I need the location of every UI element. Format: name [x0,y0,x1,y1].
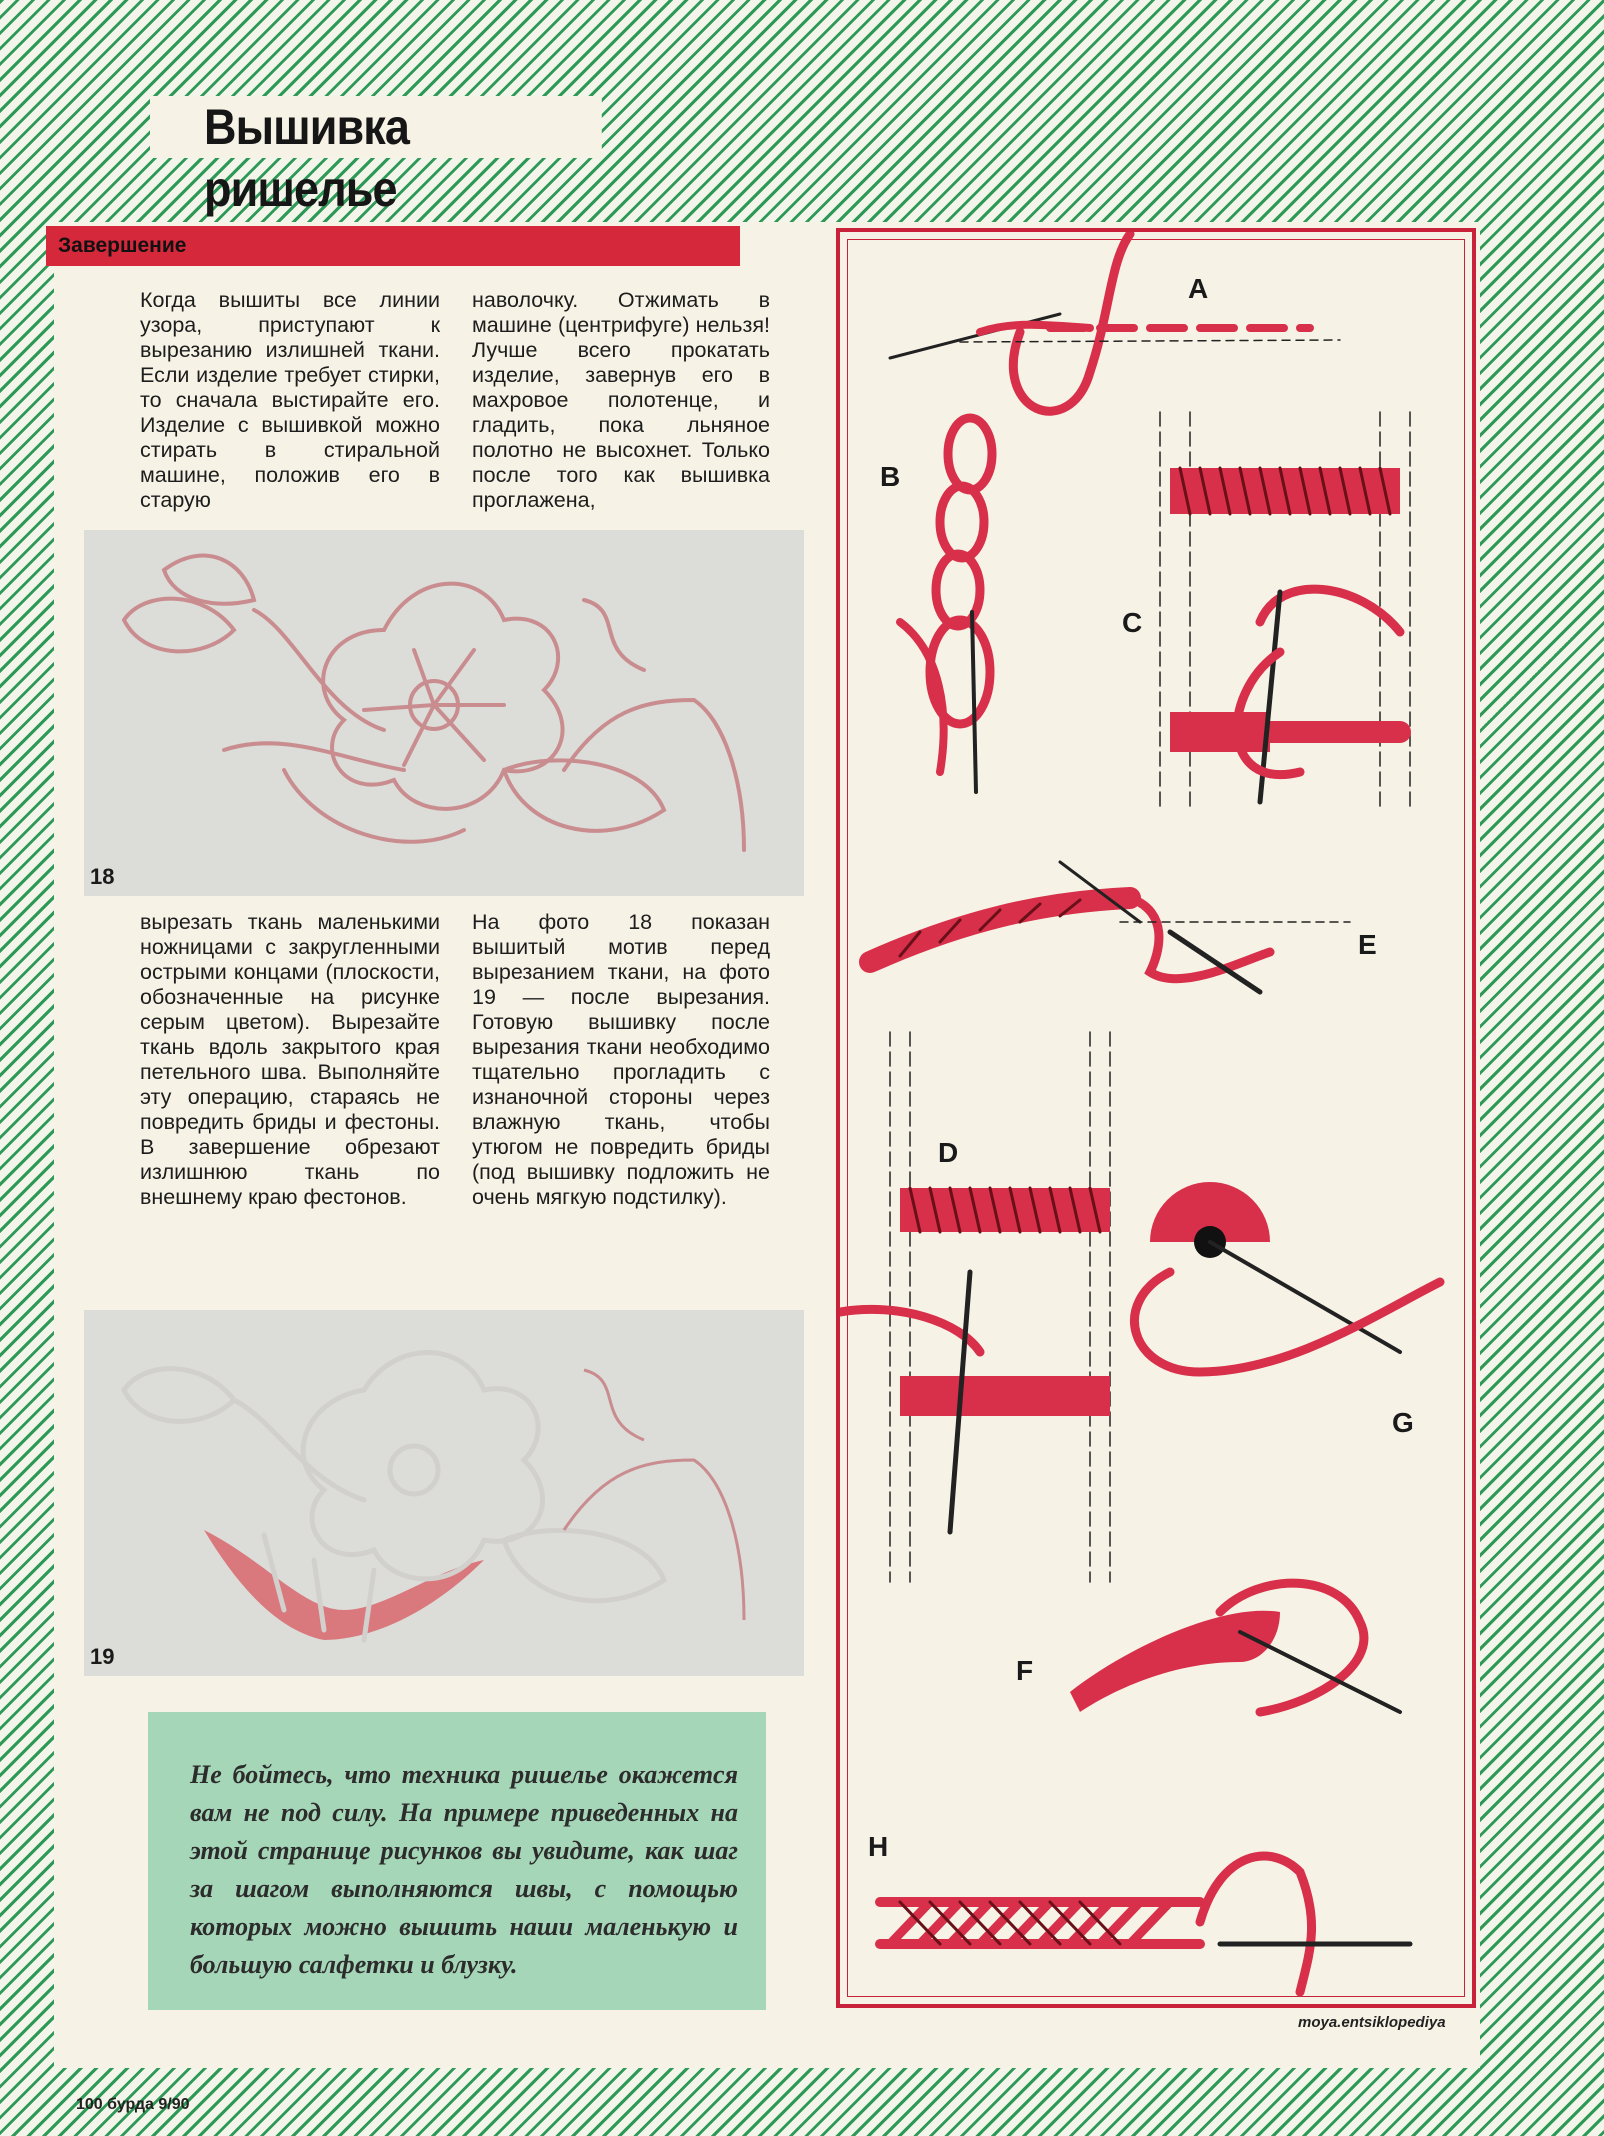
watermark: moya.entsiklopediya [1298,2014,1446,2031]
label-b: B [880,461,901,492]
embroidery-cut-illustration [84,1310,804,1676]
photo-19 [84,1310,804,1676]
stitch-diagrams [840,232,1480,2012]
section-heading: Завершение [46,226,740,266]
text-column-2-top: наволочку. Отжимать в машине (центрифуге) нельзя! Лучше всего прокатать изделие, завернув его в махровое полотенце, и гладить, пока льняное полотно не высохнет. Только после того как вышивка проглажена, [472,288,770,512]
note-box [148,1712,766,2010]
stitch-diagram-frame [836,228,1476,2008]
text-column-1-middle: вырезать ткань маленькими ножницами с закругленными острыми концами (плоскости, обозначенные на рисунке серым цветом). Вырезайте ткань вдоль закрытого края петельного шва. Выполняйте эту операцию, стараясь не повредить бриды и фестоны. В завершение обрезают излишнюю ткань по внешнему краю фестонов. [140,910,440,1209]
page-footer: 100 бурда 9/90 [76,2096,190,2113]
page-title: Вышивка ришелье [150,96,602,158]
embroidery-motif-illustration [84,530,804,896]
text-column-2-middle: На фото 18 показан вышитый мотив перед вырезанием ткани, на фото 19 — после вырезания. Готовую вышивку после вырезания ткани необходимо тщательно прогладить с изнаночной стороны через влажную ткань, чтобы утюгом не повредить бриды (под вышивку подложить не очень мягкую подстилку). [472,910,770,1209]
label-e: E [1358,929,1377,960]
note-text: Не бойтесь, что техника ришелье окажется вам не под силу. На примере приведенных на этой странице рисунков вы увидите, как шаг за шагом выполняются швы, с помощью которых можно вышить наши маленькую и большую салфетки и блузку. [190,1760,738,1979]
photo-19-number: 19 [90,1644,115,1669]
photo-18 [84,530,804,896]
label-h: H [868,1831,889,1862]
text-column-1-top: Когда вышиты все линии узора, приступают к вырезанию излишней ткани. Если изделие требует стирки, то сначала выстирайте его. Изделие с вышивкой можно стирать в стиральной машине, положив его в старую [140,288,440,512]
photo-18-number: 18 [90,864,115,889]
label-a: A [1188,273,1209,304]
label-g: G [1392,1407,1414,1438]
label-d: D [938,1137,959,1168]
label-c: C [1122,607,1143,638]
label-f: F [1016,1655,1034,1686]
